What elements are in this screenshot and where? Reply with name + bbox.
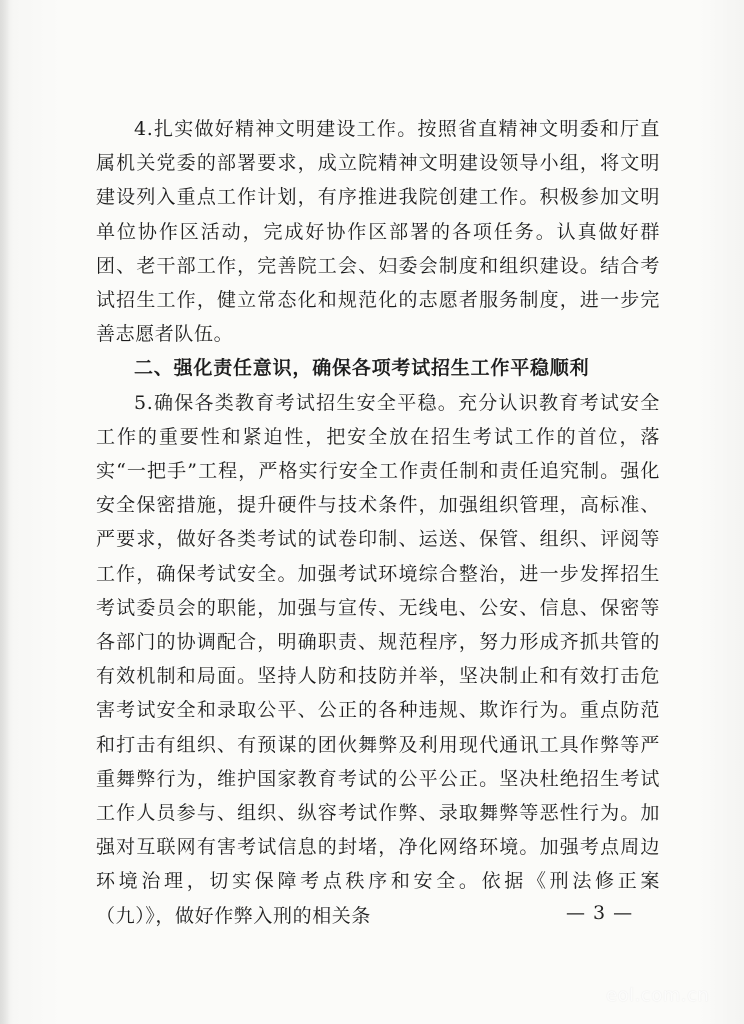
page-edge-shadow	[0, 0, 10, 1024]
page-number: — 3 —	[566, 902, 634, 924]
watermark: eol.com.cn	[606, 985, 710, 1006]
section-heading: 二、强化责任意识，确保各项考试招生工作平稳顺利	[134, 357, 590, 380]
paragraph-4: 4.扎实做好精神文明建设工作。按照省直精神文明委和厅直属机关党委的部署要求，成立院精神文明建设领导小组，将文明建设列入重点工作计划，有序推进我院创建工作。积极参加文明单位协作区活动，完成好协作区部署的各项任务。认真做好群团、老干部工作，完善院工会、妇委会制度和组织建设。结合考试招生工作，健立常态化和规范化的志愿者服务制度，进一步完善志愿者队伍。	[96, 118, 660, 346]
document-body	[96, 112, 660, 933]
paragraph-5: 5.确保各类教育考试招生安全平稳。充分认识教育考试安全工作的重要性和紧迫性，把安全放在招生考试工作的首位，落实“一把手”工程，严格实行安全工作责任制和责任追究制。强化安全保密措施，提升硬件与技术条件，加强组织管理，高标准、严要求，做好各类考试的试卷印制、运送、保管、组织、评阅等工作，确保考试安全。加强考试环境综合整治，进一步发挥招生考试委员会的职能，加强与宣传、无线电、公安、信息、保密等各部门的协调配合，明确职责、规范程序，努力形成齐抓共管的有效机制和局面。坚持人防和技防并举，坚决制止和有效打击危害考试安全和录取公平、公正的各种违规、欺诈行为。重点防范和打击有组织、有预谋的团伙舞弊及利用现代通讯工具作弊等严重舞弊行为，维护国家教育考试的公平公正。坚决杜绝招生考试工作人员参与、组织、纵容考试作弊、录取舞弊等恶性行为。加强对互联网有害考试信息的封堵，净化网络环境。加强考点周边环境治理，切实保障考点秩序和安全。依据《刑法修正案（九）》，做好作弊入刑的相关条	[96, 391, 660, 927]
